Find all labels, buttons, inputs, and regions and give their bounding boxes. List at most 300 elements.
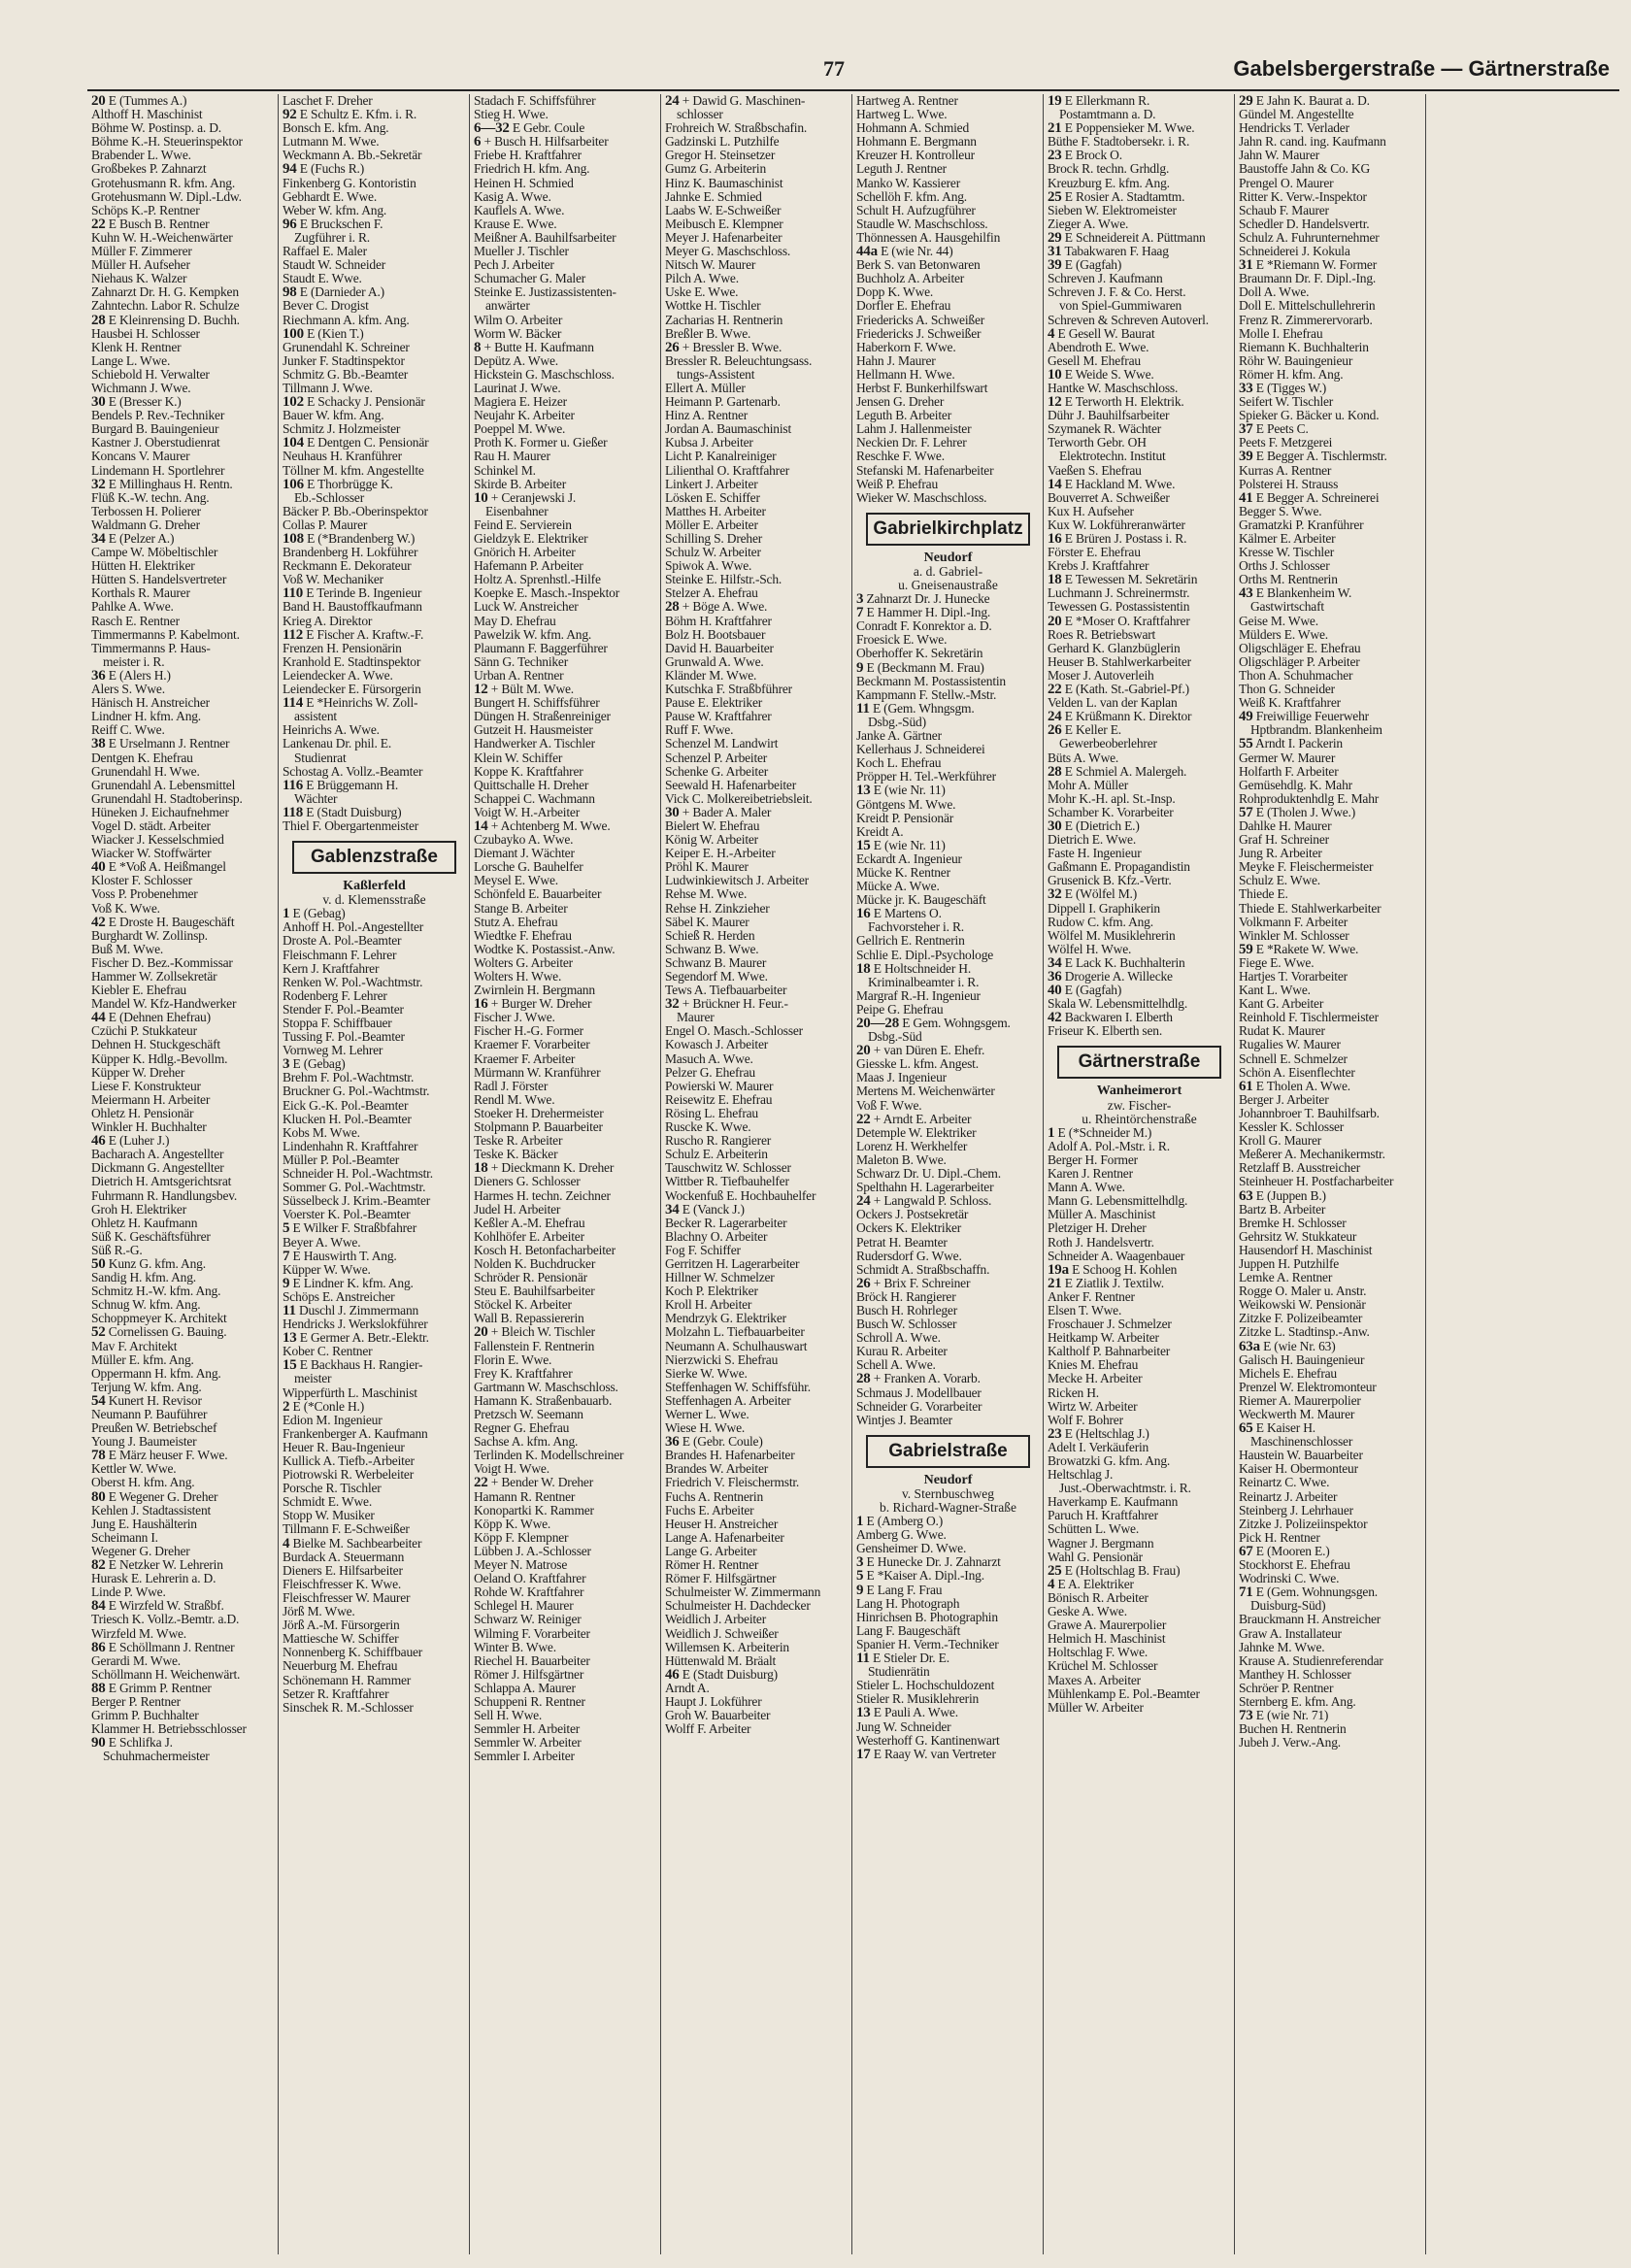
directory-entry: Abendroth E. Wwe. (1048, 340, 1149, 354)
directory-entry: Bremke H. Schlosser (1239, 1216, 1347, 1230)
directory-entry: Luck W. Anstreicher (474, 600, 579, 615)
directory-entry: Schön A. Eisenflechter (1239, 1065, 1355, 1080)
directory-entry: Poeppel M. Wwe. (474, 422, 566, 437)
directory-entry: Frohreich W. Straßbschafin. (665, 121, 808, 136)
directory-entry: Wölfel M. Musiklehrerin (1048, 928, 1176, 943)
directory-entry: Lutmann M. Wwe. (283, 135, 380, 150)
directory-entry: 59 E *Rakete W. Wwe. (1239, 942, 1359, 956)
directory-entry: Matthes H. Arbeiter (665, 504, 766, 518)
directory-entry: Tillmann F. E-Schweißer (283, 1522, 410, 1537)
directory-entry: Brandes W. Arbeiter (665, 1462, 769, 1477)
directory-entry: Beckmann M. Postassistentin (856, 674, 1006, 688)
directory-entry: meister i. R. (103, 654, 165, 669)
directory-entry: Reckmann E. Dekorateur (283, 559, 412, 574)
directory-entry: 29 E Jahn K. Baurat a. D. (1239, 94, 1370, 109)
directory-entry: Hafemann P. Arbeiter (474, 559, 583, 574)
directory-entry: Junker F. Stadtinspektor (283, 353, 405, 368)
directory-entry: Ockers J. Postsekretär (856, 1208, 969, 1222)
directory-entry: Hohmann A. Schmied (856, 121, 970, 136)
column-7 (1235, 94, 1426, 2254)
directory-entry: Orths M. Rentnerin (1239, 573, 1338, 587)
directory-entry: Brock R. techn. Grhdlg. (1048, 162, 1170, 177)
directory-entry: Kreidt P. Pensionär (856, 811, 954, 825)
directory-entry: Tews A. Tiefbauarbeiter (665, 984, 787, 998)
directory-entry: Schwarz Dr. U. Dipl.-Chem. (856, 1167, 1001, 1182)
directory-entry: Fallenstein F. Rentnerin (474, 1339, 595, 1353)
directory-entry: Neckien Dr. F. Lehrer (856, 436, 967, 450)
directory-entry: Vick C. Molkereibetriebsleit. (665, 791, 813, 806)
directory-entry: Haberkorn F. Wwe. (856, 340, 956, 354)
directory-entry: 114 E *Heinrichs W. Zoll- (283, 696, 418, 711)
directory-entry: Band H. Baustoffkaufmann (283, 600, 422, 615)
directory-entry: Weikowski W. Pensionär (1239, 1298, 1366, 1313)
directory-entry: 14 + Achtenberg M. Wwe. (474, 818, 611, 834)
directory-entry: Stieg H. Wwe. (474, 108, 549, 122)
street-heading: Gabrielstraße (866, 1435, 1030, 1468)
directory-entry: Mohr A. Müller (1048, 778, 1129, 792)
directory-entry: Terworth Gebr. OH (1048, 436, 1147, 450)
column-1 (87, 94, 279, 2254)
directory-entry: Depütz A. Wwe. (474, 353, 558, 368)
directory-entry: Hinz A. Rentner (665, 409, 749, 423)
directory-entry: Molle I. Ehefrau (1239, 326, 1323, 341)
directory-entry: 25 E Rosier A. Stadtamtm. (1048, 189, 1185, 204)
directory-entry: Semmler I. Arbeiter (474, 1750, 575, 1764)
directory-entry: Fachvorsteher i. R. (868, 920, 964, 935)
directory-entry: Pröhl K. Maurer (665, 860, 749, 875)
directory-entry: Czubayko A. Wwe. (474, 833, 574, 848)
directory-entry: Dorfler E. Ehefrau (856, 299, 951, 314)
directory-entry: 24 E Krüßmann K. Direktor (1048, 710, 1192, 724)
directory-entry: Regner G. Ehefrau (474, 1421, 570, 1436)
directory-entry: Kosch H. Betonfacharbeiter (474, 1243, 616, 1257)
street-heading: Gärtnerstraße (1057, 1046, 1221, 1079)
directory-entry: Conradt F. Konrektor a. D. (856, 619, 992, 634)
directory-entry: Oligschläger E. Ehefrau (1239, 641, 1361, 655)
directory-entry: 26 + Bressler B. Wwe. (665, 340, 782, 354)
directory-entry: Bacharach A. Angestellter (91, 1148, 224, 1162)
directory-entry: Koppe K. Kraftfahrer (474, 764, 583, 779)
directory-entry: 67 E (Mooren E.) (1239, 1544, 1330, 1559)
directory-entry: Roes R. Betriebswart (1048, 627, 1156, 642)
directory-entry: Gesell M. Ehefrau (1048, 353, 1141, 368)
directory-entry: Edion M. Ingenieur (283, 1413, 383, 1427)
directory-entry: Eick G.-K. Pol.-Beamter (283, 1098, 409, 1113)
directory-entry: Harmes H. techn. Zeichner (474, 1188, 611, 1203)
directory-entry: 19 E Ellerkmann R. (1048, 94, 1150, 109)
directory-entry: Stutz A. Ehefrau (474, 915, 558, 929)
directory-entry: 13 E (wie Nr. 11) (856, 784, 946, 798)
directory-entry: Schenzel M. Landwirt (665, 737, 779, 751)
directory-entry: Schulz E. Arbeiterin (665, 1148, 768, 1162)
directory-entry: Schult H. Aufzugführer (856, 203, 976, 217)
running-head: Gabelsbergerstraße — Gärtnerstraße (1233, 56, 1610, 81)
directory-entry: Weidlich J. Arbeiter (665, 1613, 767, 1627)
directory-entry: Kiebler E. Ehefrau (91, 984, 186, 998)
directory-entry: Terlinden K. Modellschreiner (474, 1449, 624, 1463)
directory-entry: Weckwerth M. Maurer (1239, 1408, 1355, 1421)
directory-entry: Janke A. Gärtner (856, 729, 942, 744)
directory-entry: Koch P. Elektriker (665, 1284, 758, 1299)
directory-entry: Schedler D. Handelsvertr. (1239, 217, 1370, 231)
directory-entry: Studienrat (294, 750, 347, 765)
directory-entry: Heuser H. Anstreicher (665, 1517, 779, 1531)
directory-entry: Meyke F. Fleischermeister (1239, 860, 1374, 875)
directory-entry: Schaub F. Maurer (1239, 203, 1329, 217)
directory-entry: Keiper E. H.-Arbeiter (665, 847, 776, 861)
directory-entry: Teske R. Arbeiter (474, 1134, 563, 1149)
directory-entry: Jahn R. cand. ing. Kaufmann (1239, 135, 1386, 150)
directory-entry: Wiacker J. Kesselschmied (91, 833, 224, 848)
directory-entry: Ruff F. Wwe. (665, 723, 734, 738)
directory-entry: 46 E (Luher J.) (91, 1134, 170, 1149)
directory-entry: Timmermanns P. Kabelmont. (91, 627, 240, 642)
directory-entry: 10 + Ceranjewski J. (474, 490, 577, 505)
directory-entry: Ohletz H. Kaufmann (91, 1216, 198, 1230)
directory-entry: Hammer W. Zollsekretär (91, 970, 217, 984)
page-number: 77 (823, 56, 845, 81)
directory-entry: Moser J. Autoverleih (1048, 668, 1154, 683)
directory-entry: Röhr W. Bauingenieur (1239, 353, 1353, 368)
directory-entry: Renken W. Pol.-Wachtmstr. (283, 975, 423, 989)
directory-entry: Feind E. Servierein (474, 517, 572, 532)
directory-entry: Voigt H. Wwe. (474, 1462, 549, 1477)
directory-entry: Wolf F. Bohrer (1048, 1413, 1123, 1427)
directory-entry: Dühr J. Bauhilfsarbeiter (1048, 409, 1170, 423)
directory-entry: Schreven J. F. & Co. Herst. (1048, 285, 1186, 300)
directory-entry: Lindemann H. Sportlehrer (91, 463, 225, 478)
directory-entry: 106 E Thorbrügge K. (283, 477, 393, 491)
directory-entry: Hartweg A. Rentner (856, 94, 958, 108)
directory-entry: Ockers K. Elektriker (856, 1221, 962, 1236)
directory-entry: 26 + Brix F. Schreiner (856, 1276, 971, 1290)
directory-entry: Konopartki K. Rammer (474, 1503, 594, 1518)
directory-entry: Dahlke H. Maurer (1239, 818, 1332, 833)
directory-entry: Kober C. Rentner (283, 1345, 373, 1359)
directory-entry: Zugführer i. R. (294, 230, 370, 245)
directory-entry: 28 E Kleinrensing D. Buchh. (91, 313, 240, 327)
directory-entry: Sierke W. Wwe. (665, 1366, 748, 1381)
directory-entry: Mattiesche W. Schiffer (283, 1632, 399, 1647)
directory-entry: Setzer R. Kraftfahrer (283, 1686, 389, 1701)
directory-entry: Laurinat J. Wwe. (474, 381, 561, 395)
directory-entry: Becker R. Lagerarbeiter (665, 1216, 787, 1230)
directory-entry: Mühlenkamp E. Pol.-Beamter (1048, 1686, 1200, 1701)
directory-entry: Gündel M. Angestellte (1239, 108, 1354, 122)
directory-entry: Althoff H. Maschinist (91, 108, 203, 122)
directory-entry: Kroll G. Maurer (1239, 1134, 1322, 1149)
directory-entry: Steu E. Bauhilfsarbeiter (474, 1284, 595, 1299)
directory-entry: Schuppeni R. Rentner (474, 1694, 585, 1709)
directory-entry: Adolf A. Pol.-Mstr. i. R. (1048, 1139, 1170, 1153)
directory-entry: Pletziger H. Dreher (1048, 1221, 1147, 1236)
directory-entry: Lemke A. Rentner (1239, 1271, 1333, 1285)
directory-entry: Molzahn L. Tiefbauarbeiter (665, 1325, 805, 1340)
directory-entry: Blachny O. Arbeiter (665, 1229, 768, 1244)
directory-entry: 15 E (wie Nr. 11) (856, 838, 946, 852)
directory-entry: Groh H. Elektriker (91, 1202, 186, 1217)
directory-entry: Thiede E. Stahlwerkarbeiter (1239, 901, 1381, 916)
directory-entry: Leguth J. Rentner (856, 162, 947, 177)
directory-entry: Wodrinski C. Wwe. (1239, 1572, 1340, 1586)
directory-entry: 13 E Pauli A. Wwe. (856, 1706, 958, 1720)
directory-entry: 3 E Hunecke Dr. J. Zahnarzt (856, 1555, 1001, 1570)
directory-entry: Anhoff H. Pol.-Angestellter (283, 920, 424, 935)
directory-entry: Sieben W. Elektromeister (1048, 203, 1177, 217)
directory-entry: Kurras A. Rentner (1239, 463, 1332, 478)
directory-entry: Neuerburg M. Ehefrau (283, 1659, 398, 1674)
directory-entry: Leguth B. Arbeiter (856, 409, 951, 423)
directory-entry: Ricken H. (1048, 1385, 1099, 1400)
directory-entry: Gramatzki P. Kranführer (1239, 517, 1364, 532)
directory-entry: Teske K. Bäcker (474, 1148, 558, 1162)
directory-entry: 63 E (Juppen B.) (1239, 1188, 1326, 1203)
directory-entry: Krüchel M. Schlosser (1048, 1659, 1158, 1674)
directory-entry: Bonsch E. kfm. Ang. (283, 121, 389, 136)
directory-entry: Wirtz W. Arbeiter (1048, 1399, 1138, 1414)
directory-entry: Wirzfeld M. Wwe. (91, 1626, 186, 1641)
directory-entry: Dietrich E. Wwe. (1048, 833, 1137, 848)
street-location-note: v. Sternbuschweg (901, 1486, 995, 1501)
directory-entry: Porsche R. Tischler (283, 1482, 382, 1496)
directory-entry: 25 E (Holtschlag B. Frau) (1048, 1563, 1181, 1578)
directory-entry: Dsbg.-Süd) (868, 715, 926, 729)
directory-entry: Retzlaff B. Ausstreicher (1239, 1161, 1361, 1176)
directory-entry: Radl J. Förster (474, 1079, 549, 1093)
directory-entry: Oberhoffer K. Sekretärin (856, 647, 983, 661)
directory-entry: Haverkamp E. Kaufmann (1048, 1495, 1179, 1510)
directory-entry: Terbossen H. Polierer (91, 504, 201, 518)
directory-entry: Urban A. Rentner (474, 668, 564, 683)
directory-entry: Segendorf M. Wwe. (665, 970, 768, 984)
directory-entry: Reiff C. Wwe. (91, 723, 165, 738)
directory-entry: 118 E (Stadt Duisburg) (283, 805, 402, 819)
directory-entry: Fischer D. Bez.-Kommissar (91, 955, 233, 970)
directory-entry: Weidlich J. Schweißer (665, 1626, 779, 1641)
directory-entry: Meyer J. Hafenarbeiter (665, 230, 782, 245)
directory-entry: Mann A. Wwe. (1048, 1181, 1125, 1195)
directory-entry: 116 E Brüggemann H. (283, 778, 399, 792)
directory-entry: Zitzke J. Polizeiinspektor (1239, 1517, 1368, 1531)
directory-entry: Baustoffe Jahn & Co. KG (1239, 162, 1371, 177)
directory-entry: Müller H. Aufseher (91, 258, 190, 273)
directory-entry: Frankenberger A. Kaufmann (283, 1426, 428, 1441)
directory-entry: Lange G. Arbeiter (665, 1544, 757, 1558)
directory-entry: assistent (294, 710, 337, 724)
directory-entry: Voerster K. Pol.-Beamter (283, 1208, 411, 1222)
directory-entry: Weckmann A. Bb.-Sekretär (283, 149, 422, 163)
directory-entry: Neuhaus H. Kranführer (283, 450, 402, 464)
directory-entry: Dentgen K. Ehefrau (91, 750, 193, 765)
directory-entry: Schmitz G. Bb.-Beamter (283, 367, 409, 382)
directory-entry: Ellert A. Müller (665, 381, 746, 395)
directory-entry: Winter B. Wwe. (474, 1640, 556, 1654)
directory-entry: Vaeßen S. Ehefrau (1048, 463, 1142, 478)
directory-entry: Wiese H. Wwe. (665, 1421, 746, 1436)
directory-entry: Nitsch W. Maurer (665, 258, 756, 273)
directory-entry: 5 E *Kaiser A. Dipl.-Ing. (856, 1569, 984, 1584)
directory-entry: 73 E (wie Nr. 71) (1239, 1709, 1329, 1723)
directory-entry: 11 E (Gem. Whngsgm. (856, 701, 975, 716)
directory-entry: Bressler R. Beleuchtungsass. (665, 353, 813, 368)
directory-entry: Voß K. Wwe. (91, 901, 160, 916)
directory-entry: Collas P. Maurer (283, 517, 368, 532)
directory-entry: Voß W. Mechaniker (283, 573, 383, 587)
directory-entry: Wölfel H. Wwe. (1048, 942, 1132, 956)
directory-entry: Thon G. Schneider (1239, 683, 1335, 697)
directory-entry: 23 E Brock O. (1048, 149, 1122, 163)
directory-entry: Römer H. kfm. Ang. (1239, 367, 1344, 382)
directory-entry: Küpper W. Dreher (91, 1065, 185, 1080)
directory-entry: Wintjes J. Beamter (856, 1413, 952, 1427)
directory-entry: Hohmann E. Bergmann (856, 135, 977, 150)
directory-entry: Gumz G. Arbeiterin (665, 162, 766, 177)
directory-entry: Wottke H. Tischler (665, 299, 761, 314)
directory-entry: Fiege E. Wwe. (1239, 955, 1315, 970)
directory-entry: Küpper W. Wwe. (283, 1262, 371, 1277)
directory-entry: Rösing L. Ehefrau (665, 1106, 758, 1120)
directory-entry: Töllner M. kfm. Angestellte (283, 463, 424, 478)
directory-entry: Heimann P. Gartenarb. (665, 395, 781, 410)
directory-entry: 17 E Raay W. van Vertreter (856, 1747, 996, 1761)
directory-entry: Schneider H. Pol.-Wachtmstr. (283, 1167, 433, 1182)
directory-entry: Duisburg-Süd) (1250, 1599, 1326, 1614)
directory-entry: Großbekes P. Zahnarzt (91, 162, 207, 177)
directory-entry: Buß M. Wwe. (91, 942, 164, 956)
directory-entry: 42 Backwaren I. Elberth (1048, 1011, 1173, 1025)
directory-entry: Kriminalbeamter i. R. (868, 975, 980, 989)
directory-entry: Schmitz H.-W. kfm. Ang. (91, 1284, 221, 1299)
directory-entry: Weiß K. Kraftfahrer (1239, 696, 1341, 711)
directory-entry: 15 E Backhaus H. Rangier- (283, 1358, 423, 1373)
column-5 (852, 94, 1044, 2254)
directory-entry: 78 E März heuser F. Wwe. (91, 1449, 228, 1463)
directory-entry: 9 E Lindner K. kfm. Ang. (283, 1276, 414, 1290)
directory-entry: Wolters G. Arbeiter (474, 955, 573, 970)
directory-entry: 20 + Bleich W. Tischler (474, 1325, 595, 1340)
directory-entry: Rudat K. Maurer (1239, 1024, 1325, 1039)
directory-entry: Gehrsitz W. Stukkateur (1239, 1229, 1357, 1244)
directory-entry: von Spiel-Gummiwaren (1059, 299, 1182, 314)
directory-entry: Buchholz A. Arbeiter (856, 272, 965, 286)
directory-entry: Müller P. Pol.-Beamter (283, 1152, 400, 1167)
directory-entry: Dehnen H. Stuckgeschäft (91, 1038, 220, 1052)
directory-entry: Eisenbahner (485, 504, 549, 518)
directory-entry: Lange L. Wwe. (91, 353, 171, 368)
directory-entry: 26 E Keller E. (1048, 723, 1121, 738)
directory-entry: 108 E (*Brandenberg W.) (283, 532, 416, 547)
directory-entry: Büts A. Wwe. (1048, 750, 1119, 765)
directory-entry: Pahlke A. Wwe. (91, 600, 174, 615)
directory-entry: Brehm F. Pol.-Wachtmstr. (283, 1071, 415, 1085)
directory-entry: Breßler B. Wwe. (665, 326, 751, 341)
directory-entry: Frey K. Kraftfahrer (474, 1366, 573, 1381)
directory-entry: Tewessen G. Postassistentin (1048, 600, 1190, 615)
directory-entry: Kastner J. Oberstudienrat (91, 436, 220, 450)
directory-entry: 30 E (Dietrich E.) (1048, 818, 1140, 834)
directory-entry: Koch L. Ehefrau (856, 756, 942, 771)
directory-entry: Sell H. Wwe. (474, 1709, 543, 1723)
directory-entry: Dopp K. Wwe. (856, 285, 934, 300)
directory-entry: 18 E Holtschneider H. (856, 961, 972, 976)
directory-entry: 5 E Wilker F. Straßbfahrer (283, 1221, 417, 1236)
directory-entry: Kohlhöfer E. Arbeiter (474, 1229, 584, 1244)
directory-entry: Maxes A. Arbeiter (1048, 1673, 1141, 1687)
directory-entry: Neujahr K. Arbeiter (474, 409, 575, 423)
directory-entry: Holfarth F. Arbeiter (1239, 764, 1339, 779)
directory-entry: Hellmann H. Wwe. (856, 367, 955, 382)
directory-entry: Rogge O. Maler u. Anstr. (1239, 1284, 1367, 1299)
directory-entry: Rohde W. Kraftfahrer (474, 1585, 584, 1600)
directory-entry: Wolters H. Wwe. (474, 970, 562, 984)
directory-entry: Kettler W. Wwe. (91, 1462, 177, 1477)
directory-entry: Schnell E. Schmelzer (1239, 1051, 1348, 1066)
directory-entry: Riemann K. Buchhalterin (1239, 340, 1369, 354)
directory-entry: Grunwald A. Wwe. (665, 654, 764, 669)
directory-entry: Prengel O. Maurer (1239, 176, 1334, 190)
directory-entry: Schulz A. Fuhrunternehmer (1239, 230, 1380, 245)
directory-entry: 36 Drogerie A. Willecke (1048, 970, 1173, 984)
directory-entry: 22 + Arndt E. Arbeiter (856, 1112, 972, 1126)
directory-entry: Zitzke F. Polizeibeamter (1239, 1312, 1363, 1326)
directory-entry: 32 E Millinghaus H. Rentn. (91, 477, 233, 491)
directory-entry: Keßler A.-M. Ehefrau (474, 1216, 585, 1230)
directory-entry: Kehlen J. Stadtassistent (91, 1503, 212, 1518)
directory-entry: Voß F. Wwe. (856, 1098, 922, 1113)
directory-entry: Dickmann G. Angestellter (91, 1161, 224, 1176)
directory-entry: Pause W. Kraftfahrer (665, 710, 772, 724)
directory-entry: Maas J. Ingenieur (856, 1071, 947, 1085)
directory-entry: 7 E Hammer H. Dipl.-Ing. (856, 606, 991, 620)
directory-entry: Friebe H. Kraftfahrer (474, 149, 582, 163)
street-location-note: a. d. Gabriel- (913, 564, 983, 579)
directory-entry: 54 Kunert H. Revisor (91, 1393, 202, 1408)
directory-entry: Schreven & Schreven Autoverl. (1048, 313, 1209, 327)
directory-entry: Thiel F. Obergartenmeister (283, 818, 419, 833)
directory-entry: Thönnessen A. Hausgehilfin (856, 230, 1001, 245)
directory-entry: Schmaus J. Modellbauer (856, 1385, 982, 1400)
directory-entry: Hillner W. Schmelzer (665, 1271, 775, 1285)
directory-entry: Sinschek R. M.-Schlosser (283, 1700, 414, 1715)
directory-entry: Braumann Dr. F. Dipl.-Ing. (1239, 272, 1377, 286)
directory-entry: Sachse A. kfm. Ang. (474, 1435, 579, 1450)
directory-entry: Hausbei H. Schlosser (91, 326, 200, 341)
directory-entry: Schneiderei J. Kokula (1239, 245, 1350, 259)
directory-entry: Polsterei H. Strauss (1239, 477, 1339, 491)
directory-entry: 12 E Terworth H. Elektrik. (1048, 395, 1184, 410)
directory-entry: Stopp W. Musiker (283, 1509, 375, 1523)
directory-entry: Heltschlag J. (1048, 1468, 1114, 1483)
directory-entry: Kuhn W. H.-Weichenwärter (91, 230, 233, 245)
directory-entry: Brandenberg H. Lokführer (283, 546, 418, 560)
column-6 (1044, 94, 1235, 2254)
directory-entry: Masuch A. Wwe. (665, 1051, 753, 1066)
street-heading: Gabrielkirchplatz (866, 513, 1030, 546)
directory-entry: Gellrich E. Rentnerin (856, 934, 965, 949)
directory-entry: Anker F. Rentner (1048, 1289, 1135, 1304)
directory-entry: Schenke G. Arbeiter (665, 764, 769, 779)
directory-entry: Schinkel M. (474, 463, 536, 478)
directory-entry: 32 E (Wölfel M.) (1048, 887, 1138, 902)
directory-entry: Eb.-Schlosser (294, 490, 365, 505)
directory-entry: Schieß R. Herden (665, 928, 755, 943)
directory-entry: 28 + Böge A. Wwe. (665, 600, 768, 615)
directory-entry: Busch H. Rohrleger (856, 1303, 958, 1317)
directory-entry: 46 E (Stadt Duisburg) (665, 1667, 778, 1682)
street-location-note: u. Gneisenaustraße (898, 579, 998, 592)
directory-entry: Bolz H. Bootsbauer (665, 627, 766, 642)
directory-entry: Rehse H. Zinkzieher (665, 901, 770, 916)
